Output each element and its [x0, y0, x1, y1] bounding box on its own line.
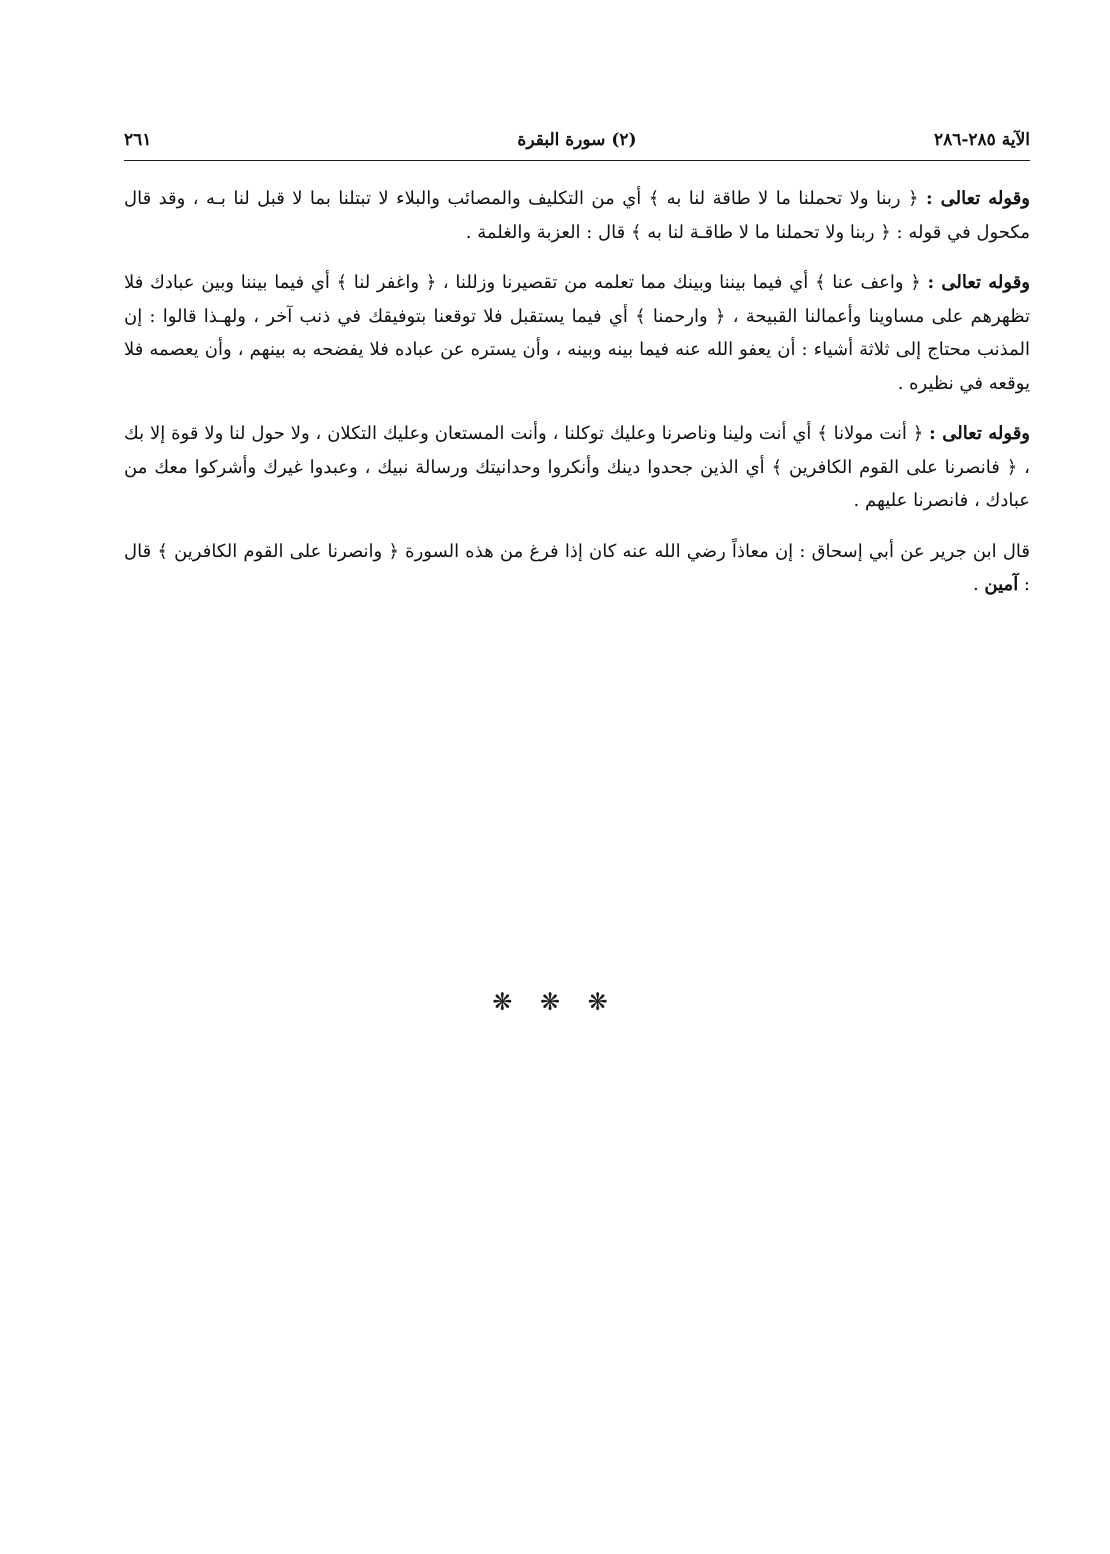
paragraph-4	[124, 535, 1030, 602]
paragraph-text: ﴿ ربنا ولا تحملنا ما لا طاقة لنا به ﴾ أي من التكليف والمصائب والبلاء لا تبتلنا بما لا قبل لنا بـه ، وقد قال مكحول في قوله : ﴿ ربنا ولا تحملنا ما لا طاقـة لنا به ﴾ قال : العزبة والغلمة .	[124, 188, 1030, 243]
header-divider	[124, 160, 1030, 161]
amen-word: آمين	[984, 574, 1019, 595]
paragraph-text: ﴿ واعف عنا ﴾ أي فيما بيننا وبينك مما تعلمه من تقصيرنا وزللنا ، ﴿ واغفر لنا ﴾ أي فيما بيننا وبين عبادك فلا تظهرهم على مساوينا وأعمالنا القبيحة ، ﴿ وارحمنا ﴾ أي فيما يستقبل فلا توقعنا بتوفيقك في ذنب آخر ، ولهـذا قالوا : إن المذنب محتاج إلى ثلاثة أشياء : أن يعفو الله عنه فيما بينه وبينه ، وأن يستره عن عباده فلا يفضحه به بينهم ، وأن يعصمه فلا يوقعه في نظيره .	[124, 272, 1030, 394]
paragraph-1	[124, 182, 1030, 249]
surah-title: (٢) سورة البقرة	[517, 130, 637, 150]
body-text	[124, 182, 1030, 619]
page-number: ٢٦١	[124, 130, 152, 150]
section-end-ornament: ❋ ❋ ❋	[492, 988, 618, 1016]
paragraph-tail: .	[972, 574, 985, 595]
verse-range: الآية ٢٨٥-٢٨٦	[933, 130, 1030, 150]
paragraph-lead: وقوله تعالى :	[927, 272, 1031, 293]
paragraph-3	[124, 417, 1030, 518]
running-header	[124, 128, 1030, 160]
paragraph-text: قال ابن جرير عن أبي إسحاق : إن معاذاً رضي الله عنه كان إذا فرغ من هذه السورة ﴿ وانصرنا على القوم الكافرين ﴾ قال :	[124, 540, 1030, 595]
paragraph-lead: وقوله تعالى :	[926, 188, 1030, 209]
paragraph-2	[124, 266, 1030, 400]
paragraph-text: ﴿ أنت مولانا ﴾ أي أنت ولينا وناصرنا وعليك توكلنا ، وأنت المستعان وعليك التكلان ، ولا حول لنا ولا قوة إلا بك ، ﴿ فانصرنا على القوم الكافرين ﴾ أي الذين جحدوا دينك وأنكروا وحدانيتك ورسالة نبيك ، وعبدوا غيرك وأشركوا معك من عبادك ، فانصرنا عليهم .	[124, 423, 1030, 511]
paragraph-lead: وقوله تعالى :	[929, 423, 1031, 444]
